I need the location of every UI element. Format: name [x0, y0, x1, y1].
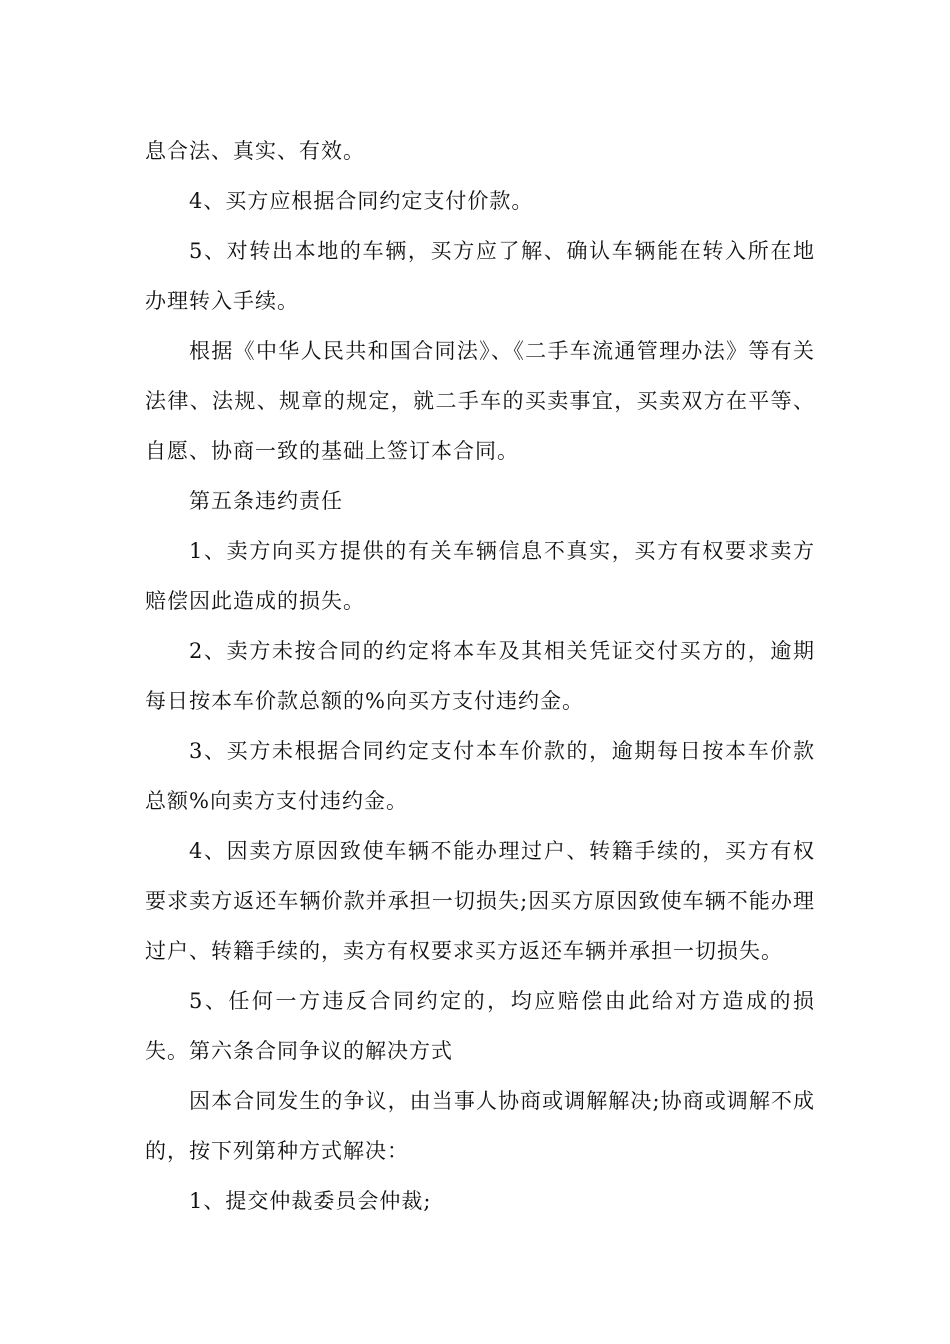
- section-heading-article-5: 第五条违约责任: [189, 489, 343, 513]
- paragraph-dispute-resolution: 因本合同发生的争议，由当事人协商或调解解决;协商或调解不成的，按下列第种方式解决：: [145, 1089, 815, 1163]
- paragraph-breach-4: 4、因卖方原因致使车辆不能办理过户、转籍手续的，买方有权要求卖方返还车辆价款并承担一切损失;因买方原因致使车辆不能办理过户、转籍手续的，卖方有权要求买方返还车辆并承担一切损失。: [145, 839, 815, 963]
- paragraph-legal-basis: 根据《中华人民共和国合同法》、《二手车流通管理办法》等有关法律、法规、规章的规定，就二手车的买卖事宜，买卖双方在平等、自愿、协商一致的基础上签订本合同。: [145, 339, 815, 463]
- section-heading-article-6: 第六条合同争议的解决方式: [189, 1039, 453, 1063]
- paragraph-item-5: 5、对转出本地的车辆，买方应了解、确认车辆能在转入所在地办理转入手续。: [145, 239, 815, 313]
- paragraph-breach-3: 3、买方未根据合同约定支付本车价款的，逾期每日按本车价款总额%向卖方支付违约金。: [145, 739, 815, 813]
- paragraph-arbitration-option: 1、提交仲裁委员会仲裁;: [189, 1189, 432, 1213]
- paragraph-breach-2: 2、卖方未按合同的约定将本车及其相关凭证交付买方的，逾期每日按本车价款总额的%向买方支付违约金。: [145, 639, 815, 713]
- paragraph-breach-5: 5、任何一方违反合同约定的，均应赔偿由此给对方造成的损失。: [145, 989, 815, 1063]
- paragraph-item-4: 4、买方应根据合同约定支付价款。: [189, 189, 534, 213]
- paragraph-continuation: 息合法、真实、有效。: [145, 139, 365, 163]
- paragraph-breach-1: 1、卖方向买方提供的有关车辆信息不真实，买方有权要求卖方赔偿因此造成的损失。: [145, 539, 815, 613]
